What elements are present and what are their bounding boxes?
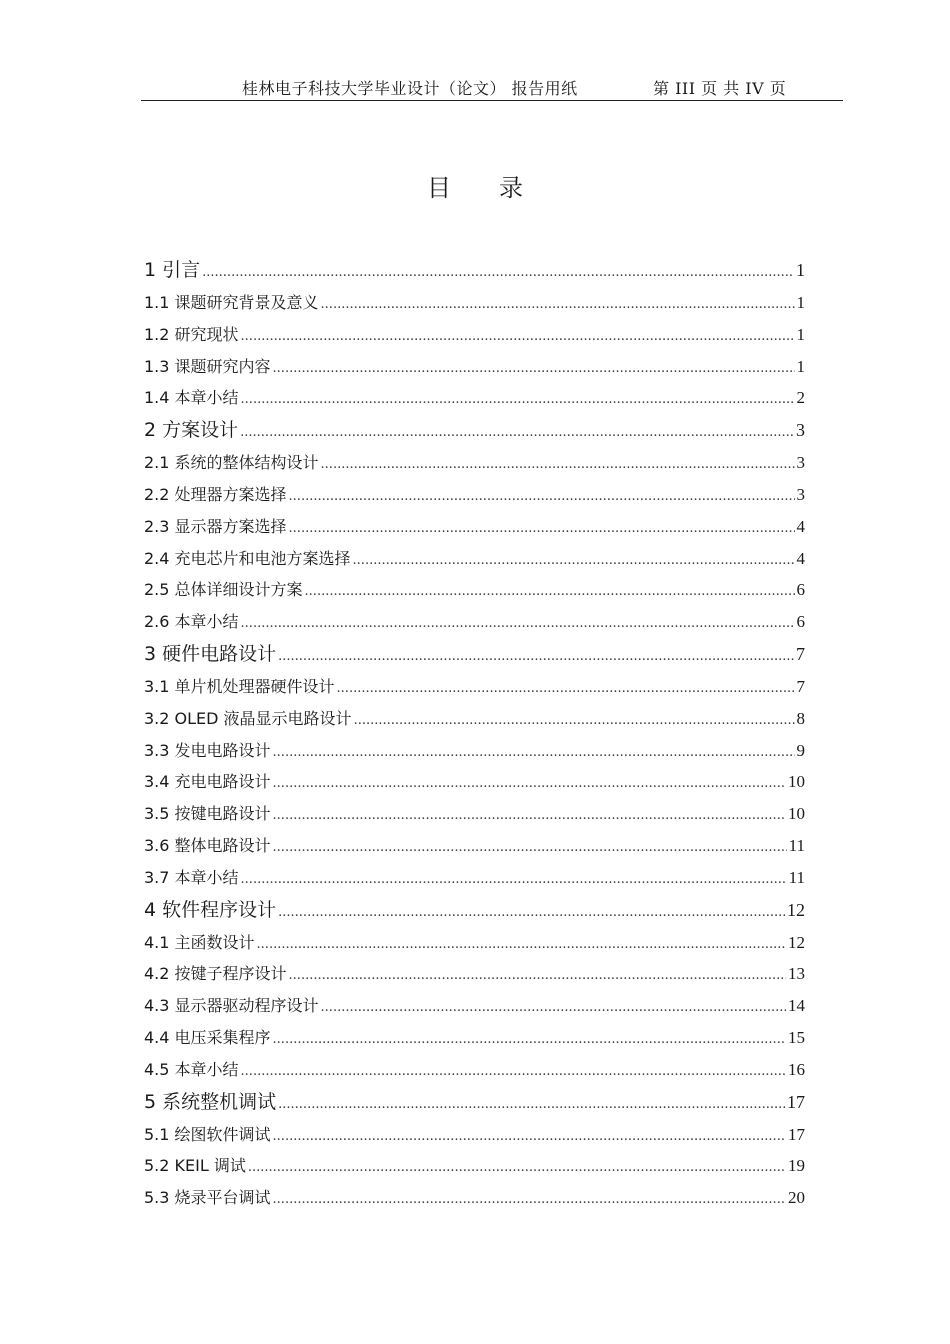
toc-chapter-entry[interactable]	[144, 638, 805, 671]
toc-entry-label: 4.1 主函数设计	[144, 932, 255, 952]
header-title: 桂林电子科技大学毕业设计（论文） 报告用纸	[242, 79, 578, 98]
toc-entry-page-number: 4	[796, 516, 805, 536]
toc-entry-label: 2.4 充电芯片和电池方案选择	[144, 548, 351, 568]
toc-dot-leader	[278, 640, 794, 673]
toc-section-entry[interactable]	[144, 958, 805, 990]
toc-section-entry[interactable]	[144, 830, 805, 862]
toc-dot-leader	[240, 416, 794, 449]
toc-section-entry[interactable]	[144, 319, 805, 351]
toc-dot-leader	[241, 608, 795, 640]
toc-section-entry[interactable]	[144, 447, 805, 479]
toc-entry-page-number: 1	[796, 293, 805, 312]
toc-section-entry[interactable]	[144, 382, 805, 414]
toc-entry-page-number: 6	[796, 612, 805, 632]
toc-dot-leader	[273, 768, 786, 800]
toc-dot-leader	[241, 1056, 786, 1088]
toc-entry-page-number: 1	[796, 324, 805, 344]
toc-entry-label: 3 硬件电路设计	[144, 642, 277, 665]
toc-dot-leader	[273, 1184, 786, 1216]
toc-section-entry[interactable]	[144, 511, 805, 543]
toc-entry-label: 3.4 充电电路设计	[144, 772, 271, 792]
toc-section-entry[interactable]	[144, 671, 805, 703]
toc-chapter-entry[interactable]	[144, 254, 805, 287]
toc-entry-page-number: 13	[788, 964, 805, 984]
toc-section-entry[interactable]	[144, 862, 805, 894]
toc-dot-leader	[289, 481, 795, 513]
toc-dot-leader	[273, 353, 795, 385]
toc-dot-leader	[289, 513, 795, 545]
toc-entry-page-number: 12	[788, 932, 805, 952]
toc-section-entry[interactable]	[144, 479, 805, 511]
toc-dot-leader	[354, 705, 795, 737]
toc-entry-label: 4.5 本章小结	[144, 1059, 239, 1079]
toc-entry-label: 3.2 OLED 液晶显示电路设计	[144, 708, 352, 728]
toc-dot-leader	[241, 321, 795, 353]
toc-dot-leader	[321, 449, 795, 481]
toc-dot-leader	[248, 1152, 786, 1184]
toc-entry-label: 2.1 系统的整体结构设计	[144, 453, 319, 473]
toc-dot-leader	[241, 384, 795, 416]
table-of-contents	[144, 254, 805, 1214]
toc-dot-leader	[305, 576, 795, 608]
toc-entry-label: 3.1 单片机处理器硬件设计	[144, 676, 335, 696]
toc-entry-page-number: 16	[788, 1059, 805, 1079]
toc-entry-page-number: 2	[796, 388, 805, 408]
toc-entry-label: 5.1 绘图软件调试	[144, 1124, 271, 1144]
toc-section-entry[interactable]	[144, 735, 805, 767]
toc-section-entry[interactable]	[144, 990, 805, 1022]
toc-dot-leader	[353, 545, 795, 577]
toc-entry-page-number: 12	[787, 899, 805, 920]
toc-entry-label: 3.6 整体电路设计	[144, 835, 271, 855]
toc-entry-page-number: 10	[788, 772, 805, 792]
toc-entry-label: 5 系统整机调试	[144, 1090, 277, 1113]
header-page-info: 第 III 页 共 IV 页	[653, 79, 787, 98]
toc-section-entry[interactable]	[144, 1150, 805, 1182]
toc-entry-label: 3.7 本章小结	[144, 867, 239, 887]
toc-section-entry[interactable]	[144, 766, 805, 798]
toc-dot-leader	[257, 929, 786, 961]
toc-chapter-entry[interactable]	[144, 894, 805, 927]
toc-entry-page-number: 10	[788, 804, 805, 824]
toc-entry-label: 1.4 本章小结	[144, 388, 239, 408]
toc-entry-page-number: 6	[796, 580, 805, 600]
toc-entry-page-number: 20	[788, 1188, 805, 1208]
toc-entry-label: 4.3 显示器驱动程序设计	[144, 996, 319, 1016]
toc-entry-label: 4 软件程序设计	[144, 898, 277, 921]
toc-dot-leader	[289, 960, 786, 992]
toc-section-entry[interactable]	[144, 606, 805, 638]
page-header	[141, 74, 843, 101]
toc-section-entry[interactable]	[144, 703, 805, 735]
toc-dot-leader	[273, 1121, 786, 1153]
toc-entry-page-number: 4	[796, 548, 805, 568]
toc-entry-page-number: 11	[788, 867, 805, 887]
toc-section-entry[interactable]	[144, 1182, 805, 1214]
toc-section-entry[interactable]	[144, 287, 805, 319]
toc-dot-leader	[337, 673, 795, 705]
toc-chapter-entry[interactable]	[144, 414, 805, 447]
toc-section-entry[interactable]	[144, 1022, 805, 1054]
toc-entry-page-number: 8	[796, 708, 805, 728]
toc-entry-label: 1 引言	[144, 259, 201, 281]
toc-dot-leader	[321, 289, 795, 321]
toc-dot-leader	[278, 1088, 785, 1121]
toc-entry-page-number: 1	[796, 260, 805, 280]
toc-entry-label: 2.6 本章小结	[144, 612, 239, 632]
toc-entry-label: 2.3 显示器方案选择	[144, 516, 287, 536]
toc-dot-leader	[273, 737, 795, 769]
toc-dot-leader	[321, 992, 786, 1024]
toc-entry-label: 2.5 总体详细设计方案	[144, 580, 303, 600]
toc-section-entry[interactable]	[144, 351, 805, 383]
toc-entry-label: 5.3 烧录平台调试	[144, 1188, 271, 1208]
toc-entry-page-number: 17	[788, 1124, 805, 1144]
toc-entry-page-number: 11	[788, 835, 805, 855]
toc-entry-page-number: 7	[796, 676, 805, 696]
toc-entry-label: 2 方案设计	[144, 419, 239, 442]
toc-entry-label: 4.4 电压采集程序	[144, 1027, 271, 1047]
toc-entry-label: 3.5 按键电路设计	[144, 804, 271, 824]
toc-entry-label: 5.2 KEIL 调试	[144, 1156, 246, 1176]
toc-entry-label: 1.2 研究现状	[144, 324, 239, 344]
toc-dot-leader	[202, 256, 794, 289]
toc-section-entry[interactable]	[144, 798, 805, 830]
toc-section-entry[interactable]	[144, 1119, 805, 1151]
toc-section-entry[interactable]	[144, 543, 805, 575]
toc-dot-leader	[241, 864, 787, 896]
toc-entry-page-number: 9	[796, 740, 805, 760]
toc-entry-label: 4.2 按键子程序设计	[144, 964, 287, 984]
toc-entry-label: 1.1 课题研究背景及意义	[144, 293, 319, 312]
toc-chapter-entry[interactable]	[144, 1086, 805, 1119]
toc-entry-page-number: 19	[788, 1156, 805, 1176]
toc-entry-page-number: 3	[796, 420, 805, 441]
toc-title: 目录	[427, 174, 571, 202]
toc-entry-page-number: 1	[796, 356, 805, 376]
toc-entry-label: 3.3 发电电路设计	[144, 740, 271, 760]
toc-section-entry[interactable]	[144, 574, 805, 606]
toc-entry-page-number: 15	[788, 1027, 805, 1047]
toc-dot-leader	[273, 832, 787, 864]
toc-section-entry[interactable]	[144, 927, 805, 959]
toc-entry-page-number: 3	[796, 484, 805, 504]
toc-dot-leader	[273, 1024, 786, 1056]
toc-entry-label: 2.2 处理器方案选择	[144, 484, 287, 504]
toc-entry-page-number: 3	[796, 453, 805, 473]
toc-section-entry[interactable]	[144, 1054, 805, 1086]
toc-entry-page-number: 17	[787, 1091, 805, 1112]
toc-entry-label: 1.3 课题研究内容	[144, 356, 271, 376]
toc-dot-leader	[278, 896, 785, 929]
toc-dot-leader	[273, 800, 786, 832]
toc-entry-page-number: 7	[796, 643, 805, 664]
toc-entry-page-number: 14	[788, 996, 805, 1016]
